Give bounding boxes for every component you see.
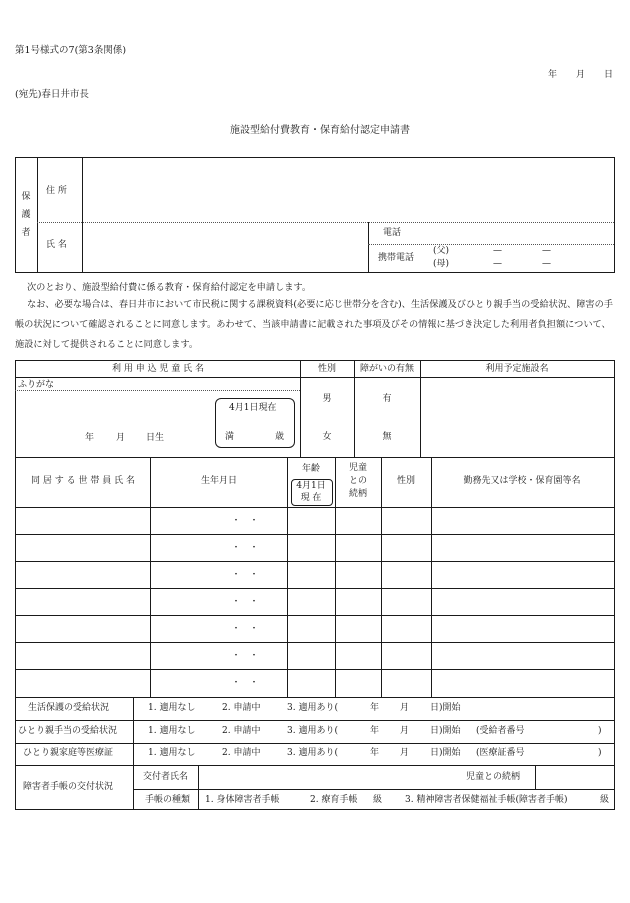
furigana-label: ふりがな	[18, 380, 55, 390]
welfare-year: 年	[370, 703, 380, 713]
guardian-label-2: 護	[21, 210, 31, 220]
birth-day-label: 日生	[146, 433, 165, 443]
recipient-number-label: (受給者番号	[476, 726, 525, 736]
relation-header-3: 続柄	[348, 489, 368, 499]
form-number: 第1号様式の7(第3条関係)	[15, 45, 127, 56]
disability-yes-option[interactable]: 有	[382, 394, 392, 404]
dash-1: —	[493, 246, 502, 256]
age-asof-label: 4月1日現在	[229, 403, 277, 413]
guardian-label-3: 者	[21, 228, 31, 238]
handbook-type-2-grade: 級	[373, 795, 383, 805]
birth-month-label: 月	[116, 433, 126, 443]
holder-name-label: 交付者氏名	[143, 772, 189, 782]
welfare-month: 月	[400, 703, 410, 713]
recipient-number-close: )	[598, 726, 602, 736]
household-row-3-dob[interactable]: ・ ・	[231, 570, 259, 580]
document-title: 施設型給付費教育・保育給付認定申請書	[230, 125, 410, 136]
child-name-header: 利 用 申 込 児 童 氏 名	[111, 364, 205, 374]
relation-header-1: 児童	[348, 463, 368, 473]
welfare-label: 生活保護の受給状況	[28, 703, 110, 713]
single-opt-2[interactable]: 2. 申請中	[222, 726, 261, 736]
handbook-label: 障害者手帳の交付状況	[23, 782, 114, 792]
household-age-header: 年齢	[301, 464, 321, 474]
cert-number-close: )	[598, 748, 602, 758]
age-unit-label: 歳	[275, 432, 285, 442]
age-full-label: 満	[225, 432, 235, 442]
cert-number-label: (医療証番号	[476, 748, 525, 758]
single-year: 年	[370, 726, 380, 736]
mobile-label: 携帯電話	[378, 253, 415, 263]
household-row-7-dob[interactable]: ・ ・	[231, 678, 259, 688]
single-parent-label: ひとり親手当の受給状況	[18, 726, 118, 736]
household-dob-header: 生年月日	[200, 476, 238, 486]
birth-year-label: 年	[85, 433, 95, 443]
handbook-type-label: 手帳の種類	[145, 795, 191, 805]
medical-start: 日)開始	[430, 748, 461, 758]
handbook-type-3-grade: 級	[600, 795, 610, 805]
single-month: 月	[400, 726, 410, 736]
intro-paragraph: なお、必要な場合は、春日井市において市民税に関する課税資料(必要に応じ世帯分を含む)、生活保護及びひとり親手当の受給状況、障害の手帳の状況について確認されることに同意します。あわせて、当該申請書に記載された事項及びその情報に基づき決定した利用者負担額について、施設に対して提供されることに同意します。	[15, 299, 613, 350]
dash-2: —	[542, 246, 551, 256]
medical-month: 月	[400, 748, 410, 758]
date-year-label: 年	[548, 70, 558, 80]
guardian-label-1: 保	[21, 192, 31, 202]
household-name-header: 同 居 す る 世 帯 員 氏 名	[31, 476, 135, 486]
welfare-opt-1[interactable]: 1. 適用なし	[148, 703, 196, 713]
gender-female-option[interactable]: 女	[322, 432, 332, 442]
medical-opt-3[interactable]: 3. 適用あり(	[287, 748, 338, 758]
child-facility-header: 利用予定施設名	[485, 364, 549, 374]
welfare-opt-2[interactable]: 2. 申請中	[222, 703, 261, 713]
household-row-1-dob[interactable]: ・ ・	[231, 516, 259, 526]
date-month-label: 月	[576, 70, 586, 80]
date-day-label: 日	[604, 70, 614, 80]
father-label: (父)	[433, 246, 450, 256]
relation-header-2: との	[348, 476, 368, 486]
medical-year: 年	[370, 748, 380, 758]
single-opt-1[interactable]: 1. 適用なし	[148, 726, 196, 736]
welfare-start: 日)開始	[430, 703, 461, 713]
handbook-type-2[interactable]: 2. 療育手帳	[310, 795, 358, 805]
address-label: 住 所	[46, 186, 67, 196]
household-row-4-dob[interactable]: ・ ・	[231, 597, 259, 607]
phone-label: 電話	[383, 228, 402, 238]
disability-no-option[interactable]: 無	[382, 432, 392, 442]
intro-line-1: 次のとおり、施設型給付費に係る教育・保育給付認定を申請します。	[27, 282, 312, 293]
single-start: 日)開始	[430, 726, 461, 736]
household-row-2-dob[interactable]: ・ ・	[231, 543, 259, 553]
household-row-5-dob[interactable]: ・ ・	[231, 624, 259, 634]
mother-label: (母)	[433, 259, 450, 269]
household-work-header: 勤務先又は学校・保育園等名	[463, 476, 581, 486]
gender-male-option[interactable]: 男	[322, 394, 332, 404]
medical-opt-1[interactable]: 1. 適用なし	[148, 748, 196, 758]
addressee: (宛先)春日井市長	[15, 89, 89, 100]
holder-relation-label: 児童との続柄	[466, 772, 521, 782]
dash-4: —	[542, 259, 551, 269]
child-disability-header: 障がいの有無	[359, 364, 415, 374]
household-age-asof-2: 現 在	[300, 493, 322, 503]
handbook-type-1[interactable]: 1. 身体障害者手帳	[205, 795, 280, 805]
dash-3: —	[493, 259, 502, 269]
name-label: 氏 名	[46, 240, 67, 250]
household-row-6-dob[interactable]: ・ ・	[231, 651, 259, 661]
child-gender-header: 性別	[317, 364, 337, 374]
medical-cert-label: ひとり親家庭等医療証	[23, 748, 114, 758]
household-age-asof-1: 4月1日	[296, 481, 326, 491]
handbook-type-3[interactable]: 3. 精神障害者保健福祉手帳(障害者手帳)	[405, 795, 568, 805]
single-opt-3[interactable]: 3. 適用あり(	[287, 726, 338, 736]
medical-opt-2[interactable]: 2. 申請中	[222, 748, 261, 758]
household-gender-header: 性別	[396, 476, 416, 486]
welfare-opt-3[interactable]: 3. 適用あり(	[287, 703, 338, 713]
